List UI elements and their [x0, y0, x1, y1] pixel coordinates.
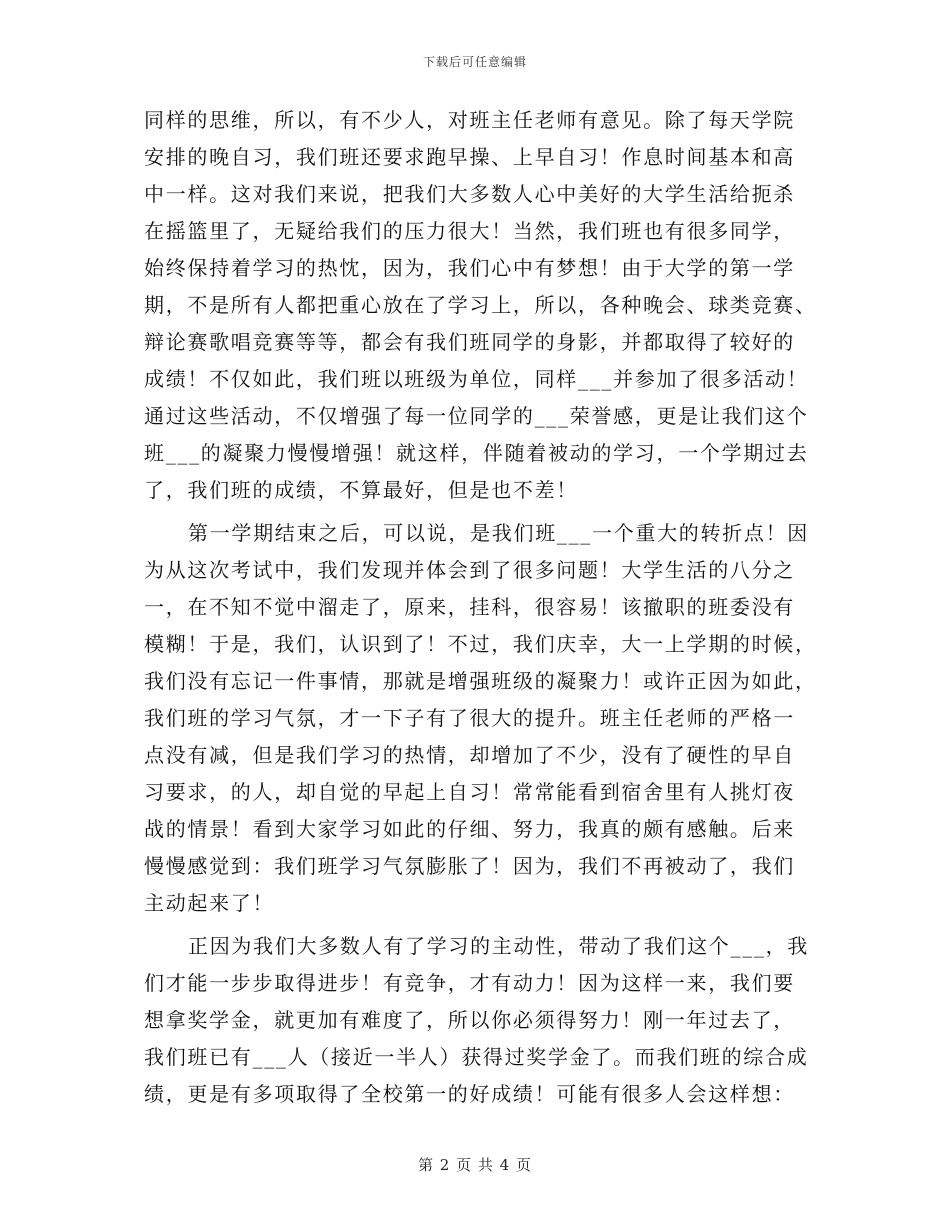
- text-line: 正因为我们大多数人有了学习的主动性，带动了我们这个___，我: [188, 934, 809, 958]
- text-line: 班___的凝聚力慢慢增强！就这样，伴随着被动的学习，一个学期过去: [144, 441, 809, 465]
- text-line: 了，我们班的成绩，不算最好，但是也不差！: [144, 478, 578, 502]
- text-line: 在摇篮里了，无疑给我们的压力很大！当然，我们班也有很多同学，: [144, 219, 795, 243]
- text-line: 绩，更是有多项取得了全校第一的好成绩！可能有很多人会这样想：: [144, 1082, 795, 1106]
- text-line: 点没有减，但是我们学习的热情，却增加了不少，没有了硬性的早自: [144, 743, 795, 767]
- text-line: 习要求，的人，却自觉的早起上自习！常常能看到宿舍里有人挑灯夜: [144, 780, 795, 804]
- page-number: 第 2 页 共 4 页: [418, 1156, 532, 1174]
- text-line: 一，在不知不觉中溜走了，原来，挂科，很容易！该撤职的班委没有: [144, 595, 795, 619]
- text-line: 想拿奖学金，就更加有难度了，所以你必须得努力！刚一年过去了，: [144, 1008, 795, 1032]
- text-line: 安排的晚自习，我们班还要求跑早操、上早自习！作息时间基本和高: [144, 145, 795, 169]
- text-line: 模糊！于是，我们，认识到了！不过，我们庆幸，大一上学期的时候，: [144, 632, 817, 656]
- paragraph-3: [144, 928, 809, 1113]
- document-body: [144, 102, 817, 1113]
- text-line: 慢慢感觉到：我们班学习气氛膨胀了！因为，我们不再被动了，我们: [144, 854, 795, 878]
- text-line: 我们没有忘记一件事情，那就是增强班级的凝聚力！或许正因为如此，: [144, 669, 817, 693]
- text-line: 同样的思维，所以，有不少人，对班主任老师有意见。除了每天学院: [144, 108, 795, 132]
- text-line: 成绩！不仅如此，我们班以班级为单位，同样___并参加了很多活动！: [144, 367, 809, 391]
- text-line: 我们班的学习气氛，才一下子有了很大的提升。班主任老师的严格一: [144, 706, 795, 730]
- paragraph-1: [144, 102, 817, 509]
- page-header-note: 下载后可任意编辑: [422, 55, 527, 69]
- text-line: 通过这些活动，不仅增强了每一位同学的___荣誉感，更是让我们这个: [144, 404, 809, 428]
- text-line: 为从这次考试中，我们发现并体会到了很多问题！大学生活的八分之: [144, 558, 795, 582]
- text-line: 们才能一步步取得进步！有竞争，才有动力！因为这样一来，我们要: [144, 971, 795, 995]
- text-line: 主动起来了！: [144, 891, 275, 915]
- text-line: 始终保持着学习的热忱，因为，我们心中有梦想！由于大学的第一学: [144, 256, 795, 280]
- paragraph-2: [144, 515, 817, 922]
- text-line: 辩论赛歌唱竞赛等等，都会有我们班同学的身影，并都取得了较好的: [144, 330, 795, 354]
- text-line: 期，不是所有人都把重心放在了学习上，所以，各种晚会、球类竞赛、: [144, 293, 817, 317]
- text-line: 第一学期结束之后，可以说，是我们班___一个重大的转折点！因: [188, 521, 809, 545]
- text-line: 我们班已有___人（接近一半人）获得过奖学金了。而我们班的综合成: [144, 1045, 809, 1069]
- text-line: 战的情景！看到大家学习如此的仔细、努力，我真的颇有感触。后来: [144, 817, 795, 841]
- text-line: 中一样。这对我们来说，把我们大多数人心中美好的大学生活给扼杀: [144, 182, 795, 206]
